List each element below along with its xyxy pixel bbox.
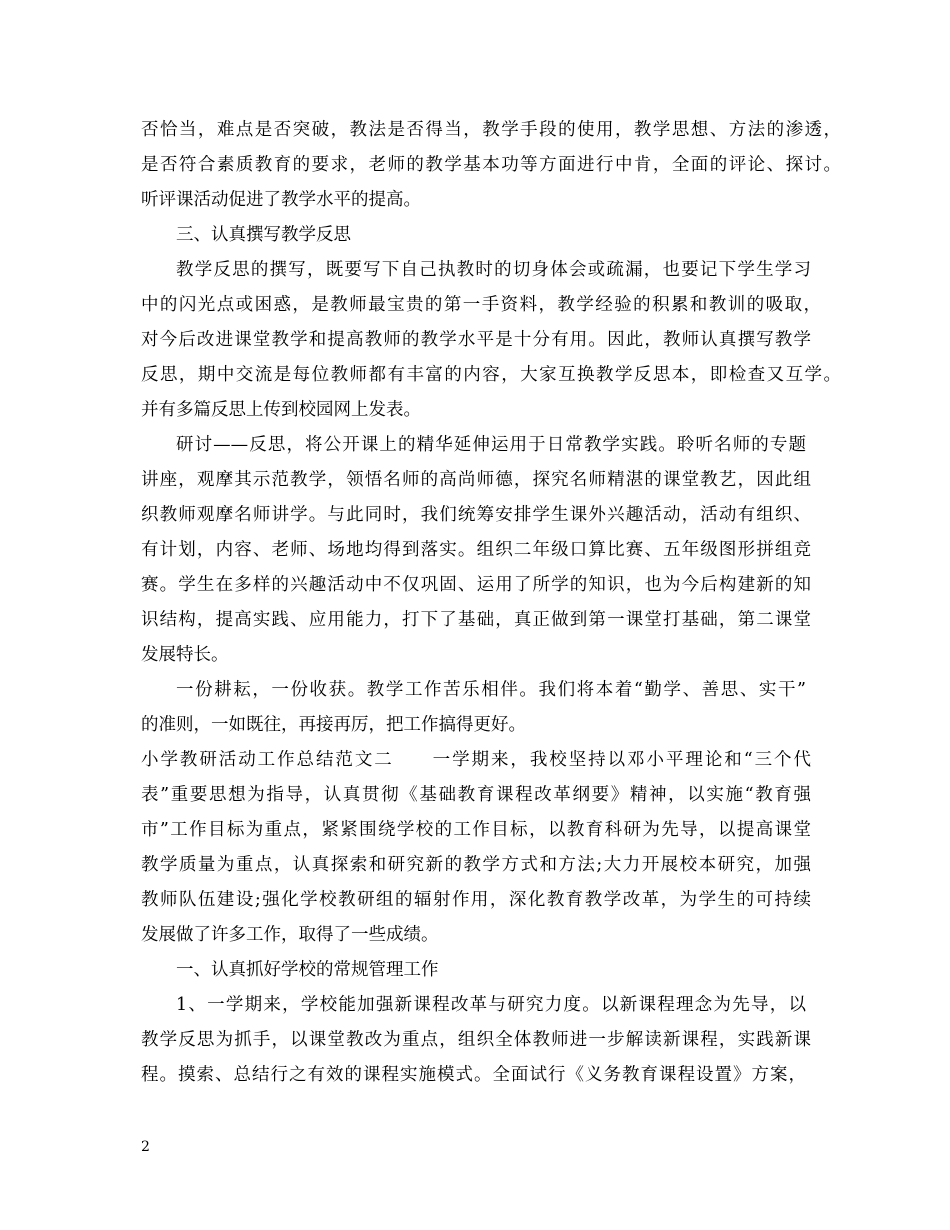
text-line: 研讨——反思，将公开课上的精华延伸运用于日常教学实践。聆听名师的专题 — [176, 435, 806, 455]
section-heading: 三、认真撰写教学反思 — [176, 225, 351, 245]
text-line: 并有多篇反思上传到校园网上发表。 — [141, 400, 421, 420]
text-line: 教学反思为抓手，以课堂教改为重点，组织全体教师进一步解读新课程，实践新课 — [141, 1030, 811, 1050]
text-line: 中的闪光点或困惑，是教师最宝贵的第一手资料，教学经验的积累和教训的吸取， — [141, 295, 821, 315]
text-line: 听评课活动促进了教学水平的提高。 — [141, 190, 421, 210]
page-number: 2 — [141, 1139, 150, 1155]
text-line: 识结构，提高实践、应用能力，打下了基础，真正做到第一课堂打基础，第二课堂 — [141, 610, 811, 630]
text-line: 表”重要思想为指导，认真贯彻《基础教育课程改革纲要》精神，以实施“教育强 — [141, 785, 811, 805]
text-line: 市”工作目标为重点，紧紧围绕学校的工作目标，以教育科研为先导，以提高课堂 — [141, 820, 811, 840]
section-heading: 一、认真抓好学校的常规管理工作 — [176, 960, 439, 980]
text-line: 是否符合素质教育的要求，老师的教学基本功等方面进行中肯，全面的评论、探讨。 — [141, 155, 841, 175]
text-line: 教师队伍建设;强化学校教研组的辐射作用，深化教育教学改革，为学生的可持续 — [141, 890, 811, 910]
text-line: 对今后改进课堂教学和提高教师的教学水平是十分有用。因此，教师认真撰写教学 — [141, 330, 811, 350]
text-line: 程。摸索、总结行之有效的课程实施模式。全面试行《义务教育课程设置》方案， — [141, 1065, 806, 1085]
text-line: 赛。学生在多样的兴趣活动中不仅巩固、运用了所学的知识，也为今后构建新的知 — [141, 575, 811, 595]
text-line: 发展特长。 — [141, 645, 229, 665]
text-line: 有计划，内容、老师、场地均得到落实。组织二年级口算比赛、五年级图形拼组竞 — [141, 540, 811, 560]
text-line: 发展做了许多工作，取得了一些成绩。 — [141, 925, 439, 945]
text-line: 反思，期中交流是每位教师都有丰富的内容，大家互换教学反思本，即检查又互学。 — [141, 365, 841, 385]
text-line: 讲座，观摩其示范教学，领悟名师的高尚师德，探究名师精湛的课堂教艺，因此组 — [141, 470, 811, 490]
text-line: 织教师观摩名师讲学。与此同时，我们统筹安排学生课外兴趣活动，活动有组织、 — [141, 505, 811, 525]
section-title-line: 小学教研活动工作总结范文二 一学期来，我校坚持以邓小平理论和“三个代 — [141, 750, 811, 770]
text-line: 教学质量为重点，认真探索和研究新的教学方式和方法;大力开展校本研究，加强 — [141, 855, 811, 875]
text-line: 1、一学期来，学校能加强新课程改革与研究力度。以新课程理念为先导，以 — [176, 995, 806, 1015]
text-line: 否恰当，难点是否突破，教法是否得当，教学手段的使用，教学思想、方法的渗透， — [141, 120, 841, 140]
text-line: 的准则，一如既往，再接再厉，把工作搞得更好。 — [141, 715, 526, 735]
text-line: 教学反思的撰写，既要写下自己执教时的切身体会或疏漏，也要记下学生学习 — [176, 260, 811, 280]
text-line: 一份耕耘，一份收获。教学工作苦乐相伴。我们将本着“勤学、善思、实干” — [176, 680, 806, 700]
